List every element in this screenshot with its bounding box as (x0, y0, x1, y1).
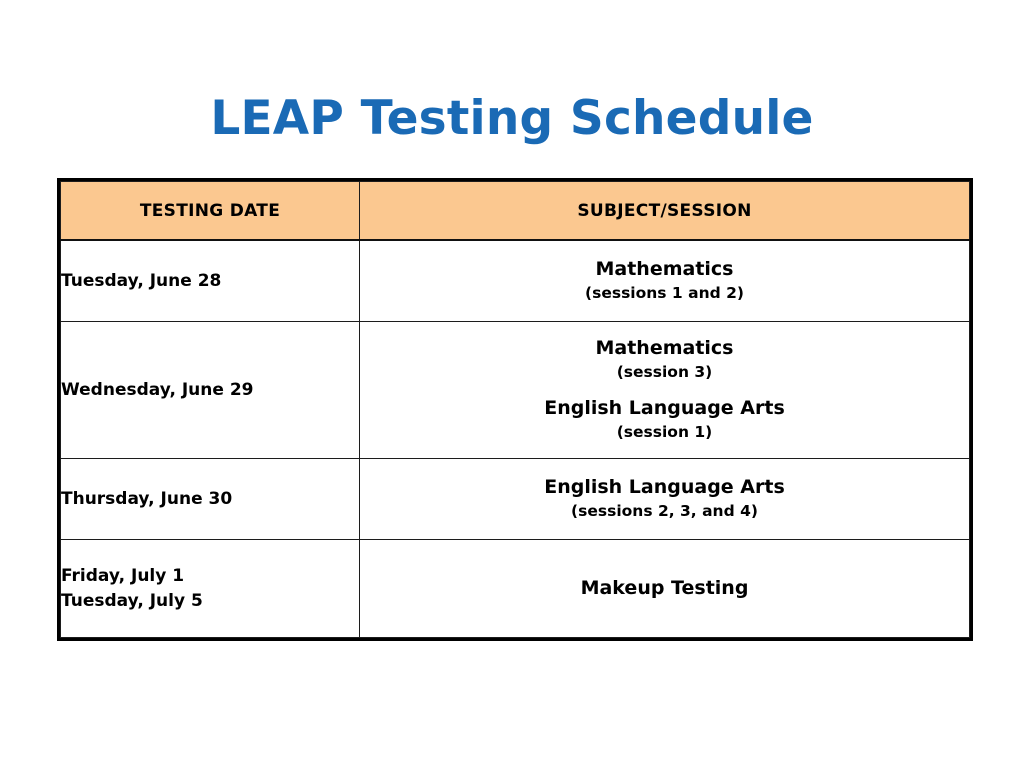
column-header-subject-session: SUBJECT/SESSION (360, 182, 970, 241)
subject-name: English Language Arts (544, 476, 785, 499)
cell-testing-date (61, 322, 360, 459)
schedule-table-container (57, 178, 973, 641)
subject-sessions: (session 1) (616, 422, 713, 441)
date-line: Tuesday, June 28 (61, 270, 222, 291)
table-row (61, 322, 970, 459)
table-row (61, 459, 970, 540)
cell-subject-session (360, 322, 970, 459)
subject-sessions: (session 3) (616, 363, 713, 382)
date-line: Tuesday, July 5 (61, 590, 203, 611)
subject-name: Mathematics (595, 258, 734, 281)
table-header-row (61, 182, 970, 241)
subject-sessions: (sessions 2, 3, and 4) (571, 501, 758, 520)
subject-sessions: (sessions 1 and 2) (585, 283, 744, 302)
page-title: LEAP Testing Schedule (210, 91, 814, 147)
date-line: Wednesday, June 29 (61, 379, 254, 400)
table-header (61, 182, 970, 241)
cell-subject-session (360, 540, 970, 638)
cell-testing-date (61, 459, 360, 540)
cell-subject-session (360, 459, 970, 540)
cell-subject-session (360, 240, 970, 322)
table-row (61, 240, 970, 322)
date-line: Friday, July 1 (61, 566, 185, 587)
subject-name: English Language Arts (544, 397, 785, 419)
subject-entry (360, 337, 969, 383)
subject-entry (360, 397, 969, 443)
subject-entry (360, 476, 969, 522)
column-header-testing-date: TESTING DATE (61, 182, 360, 241)
subject-name: Mathematics (595, 337, 734, 360)
cell-testing-date (61, 240, 360, 322)
table-body (61, 240, 970, 638)
cell-testing-date (61, 540, 360, 638)
subject-entry (360, 258, 969, 304)
subject-entry (360, 577, 969, 601)
leap-testing-schedule-table (60, 181, 970, 638)
subject-name: Makeup Testing (580, 576, 749, 599)
table-row (61, 540, 970, 638)
date-line: Thursday, June 30 (61, 488, 233, 509)
